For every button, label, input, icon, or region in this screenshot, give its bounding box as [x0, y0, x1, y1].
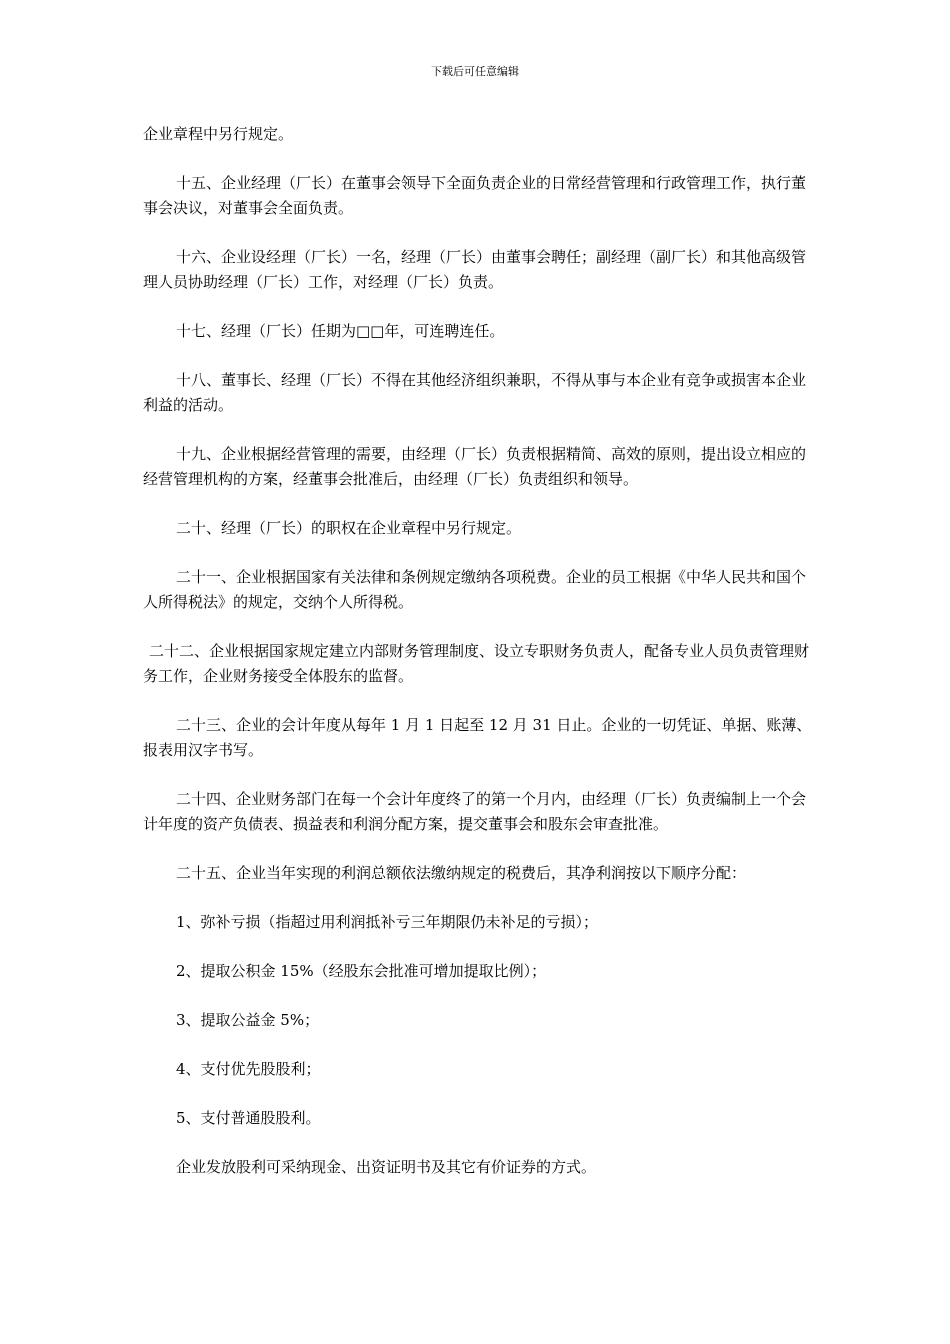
- article-24: 二十四、企业财务部门在每一个会计年度终了的第一个月内，由经理（厂长）负责编制上一个会计年度的资产负债表、损益表和利润分配方案，提交董事会和股东会审查批准。: [143, 790, 807, 833]
- article-23: 二十三、企业的会计年度从每年 1 月 1 日起至 12 月 31 日止。企业的一切凭证、单据、账薄、报表用汉字书写。: [143, 716, 812, 759]
- list-item-2: 2、提取公积金 15%（经股东会批准可增加提取比例）；: [176, 962, 547, 980]
- document-body: [143, 122, 815, 1180]
- article-17: 十七、经理（厂长）任期为□□年，可连聘连任。: [176, 322, 505, 340]
- paragraph-continuation: 企业章程中另行规定。: [143, 125, 294, 143]
- list-item-4: 4、支付优先股股利；: [176, 1060, 321, 1078]
- article-18: 十八、董事长、经理（厂长）不得在其他经济组织兼职，不得从事与本企业有竞争或损害本企业利益的活动。: [143, 371, 807, 414]
- article-19: 十九、企业根据经营管理的需要，由经理（厂长）负责根据精简、高效的原则，提出设立相应的经营管理机构的方案，经董事会批准后，由经理（厂长）负责组织和领导。: [143, 445, 807, 488]
- article-15: 十五、企业经理（厂长）在董事会领导下全面负责企业的日常经营管理和行政管理工作，执行董事会决议，对董事会全面负责。: [143, 174, 807, 217]
- list-item-3: 3、提取公益金 5%；: [176, 1011, 320, 1029]
- list-item-5: 5、支付普通股股利。: [176, 1109, 321, 1127]
- dividend-payment-paragraph: 企业发放股利可采纳现金、出资证明书及其它有价证券的方式。: [176, 1158, 597, 1176]
- article-22: 二十二、企业根据国家规定建立内部财务管理制度、设立专职财务负责人，配备专业人员负责管理财务工作，企业财务接受全体股东的监督。: [143, 642, 810, 685]
- article-21: 二十一、企业根据国家有关法律和条例规定缴纳各项税费。企业的员工根据《中华人民共和国个人所得税法》的规定，交纳个人所得税。: [143, 568, 807, 611]
- page-header: 下载后可任意编辑: [431, 65, 519, 78]
- list-item-1: 1、弥补亏损（指超过用利润抵补亏三年期限仍未补足的亏损）；: [176, 913, 599, 931]
- article-16: 十六、企业设经理（厂长）一名，经理（厂长）由董事会聘任；副经理（副厂长）和其他高级管理人员协助经理（厂长）工作，对经理（厂长）负责。: [143, 248, 807, 291]
- article-25: 二十五、企业当年实现的利润总额依法缴纳规定的税费后，其净利润按以下顺序分配：: [176, 864, 747, 882]
- article-20: 二十、经理（厂长）的职权在企业章程中另行规定。: [176, 519, 522, 537]
